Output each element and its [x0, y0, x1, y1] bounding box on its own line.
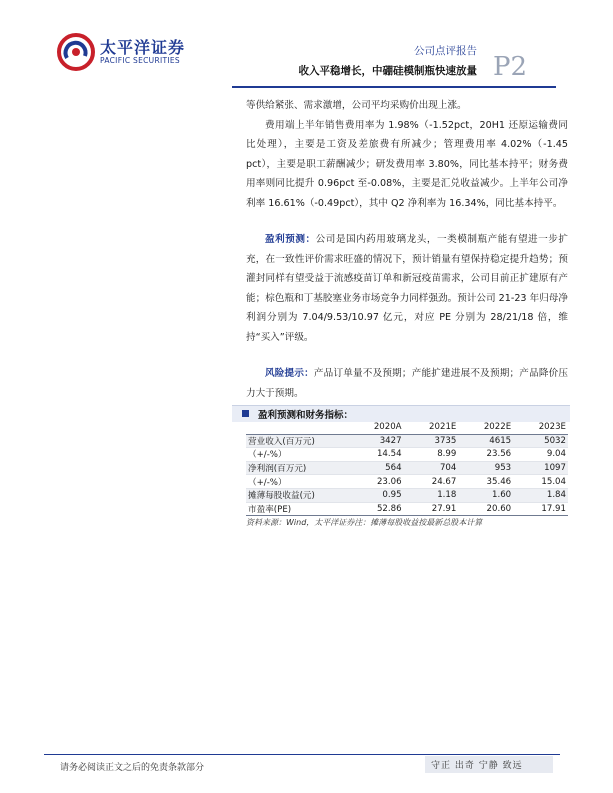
report-subtitle: 收入平稳增长，中硼硅模制瓶快速放量: [298, 65, 477, 77]
table-source-note: 资料来源：Wind，太平洋证券注：摊薄每股收益按最新总股本计算: [246, 518, 483, 527]
table-cell: 27.91: [404, 502, 459, 516]
row-label: 市盈率(PE): [246, 502, 348, 516]
table-cell: 14.54: [348, 448, 404, 462]
table-header-row: [246, 421, 568, 434]
column-header: 2023E: [513, 421, 568, 434]
table-cell: 20.60: [458, 502, 513, 516]
table-cell: 4615: [458, 434, 513, 448]
table-cell: 9.04: [513, 448, 568, 462]
forecast-label: 盈利预测：: [265, 234, 316, 245]
paragraph-forecast: [246, 230, 568, 347]
report-type: 公司点评报告: [414, 45, 477, 57]
row-label: 营业收入(百万元): [246, 434, 348, 448]
footer-motto-box: [425, 756, 553, 773]
row-label: （+/-%）: [246, 475, 348, 489]
row-label: 净利润(百万元): [246, 461, 348, 475]
bullet-square-icon: [242, 410, 249, 417]
company-logo: [56, 32, 186, 77]
table-cell: 17.91: [513, 502, 568, 516]
table-cell: 1097: [513, 461, 568, 475]
table-cell: 704: [404, 461, 459, 475]
table-cell: 953: [458, 461, 513, 475]
table-cell: 1.84: [513, 488, 568, 502]
table-title-bar: [232, 405, 570, 422]
page-number: P2: [493, 52, 528, 82]
table-row: [246, 434, 568, 448]
paragraph-cost: 等供给紧张、需求激增，公司平均采购价出现上涨。: [246, 100, 467, 111]
table-cell: 35.46: [458, 475, 513, 489]
paragraph-risk: [246, 364, 568, 403]
table-row: [246, 488, 568, 502]
logo-company-name-en: PACIFIC SECURITIES: [100, 56, 180, 65]
table-row: [246, 448, 568, 462]
table-cell: 564: [348, 461, 404, 475]
footer-motto: 守正 出奇 宁静 致远: [431, 761, 523, 771]
forecast-text: 公司是国内药用玻璃龙头，一类模制瓶产能有望进一步扩充，在一致性评价需求旺盛的情况下，预计销量有望保持稳定提升趋势；预灌封同样有望受益于流感疫苗订单和新冠疫苗需求，公司目前正扩建原有产能；棕色瓶和丁基胶塞业务市场竞争力同样强劲。预计公司 21-23 年归母净利润分别为 7.04/9.53/10.97 亿元，对应 PE 分别为 28/21/18 倍，维持“买入”评级。: [246, 234, 569, 343]
table-cell: 23.06: [348, 475, 404, 489]
row-label: （+/-%）: [246, 448, 348, 462]
table-row: [246, 461, 568, 475]
table-row: [246, 502, 568, 516]
report-body: [246, 96, 568, 403]
table-row: [246, 475, 568, 489]
table-cell: 8.99: [404, 448, 459, 462]
table-cell: 24.67: [404, 475, 459, 489]
column-header: [246, 421, 348, 434]
table-cell: 3427: [348, 434, 404, 448]
table-cell: 15.04: [513, 475, 568, 489]
logo-company-name-cn: 太平洋证券: [100, 38, 186, 57]
column-header: 2021E: [404, 421, 459, 434]
paragraph-expenses: 费用端上半年销售费用率为 1.98%（-1.52pct，20H1 还原运输费同比处理），主要是工资及差旅费有所减少；管理费用率 4.02%（-1.45 pct），主要是职工薪酬减少；研发费用率 3.80%，同比基本持平；财务费用率则同比提升 0.96pct 至-0.08%，主要是汇兑收益减少。上半年公司净利率 16.61%（-0.49pct），其中 Q2 净利率为 16.34%，同比基本持平。: [246, 119, 568, 209]
table-cell: 0.95: [348, 488, 404, 502]
risk-label: 风险提示：: [265, 368, 314, 379]
column-header: 2022E: [458, 421, 513, 434]
table-title: 盈利预测和财务指标：: [258, 410, 354, 421]
table-cell: 1.60: [458, 488, 513, 502]
row-label: 摊薄每股收益(元): [246, 488, 348, 502]
header-divider: [232, 86, 556, 88]
footer-divider: [44, 754, 560, 755]
table-cell: 23.56: [458, 448, 513, 462]
logo-mark-icon: [56, 32, 96, 72]
table-cell: 5032: [513, 434, 568, 448]
column-header: 2020A: [348, 421, 404, 434]
footer-disclaimer: 请务必阅读正文之后的免责条款部分: [60, 763, 205, 773]
risk-text: 产品订单量不及预期；产能扩建进展不及预期；产品降价压力大于预期。: [246, 368, 569, 399]
table-cell: 1.18: [404, 488, 459, 502]
table-cell: 52.86: [348, 502, 404, 516]
financial-forecast-table: [246, 421, 568, 516]
table-cell: 3735: [404, 434, 459, 448]
